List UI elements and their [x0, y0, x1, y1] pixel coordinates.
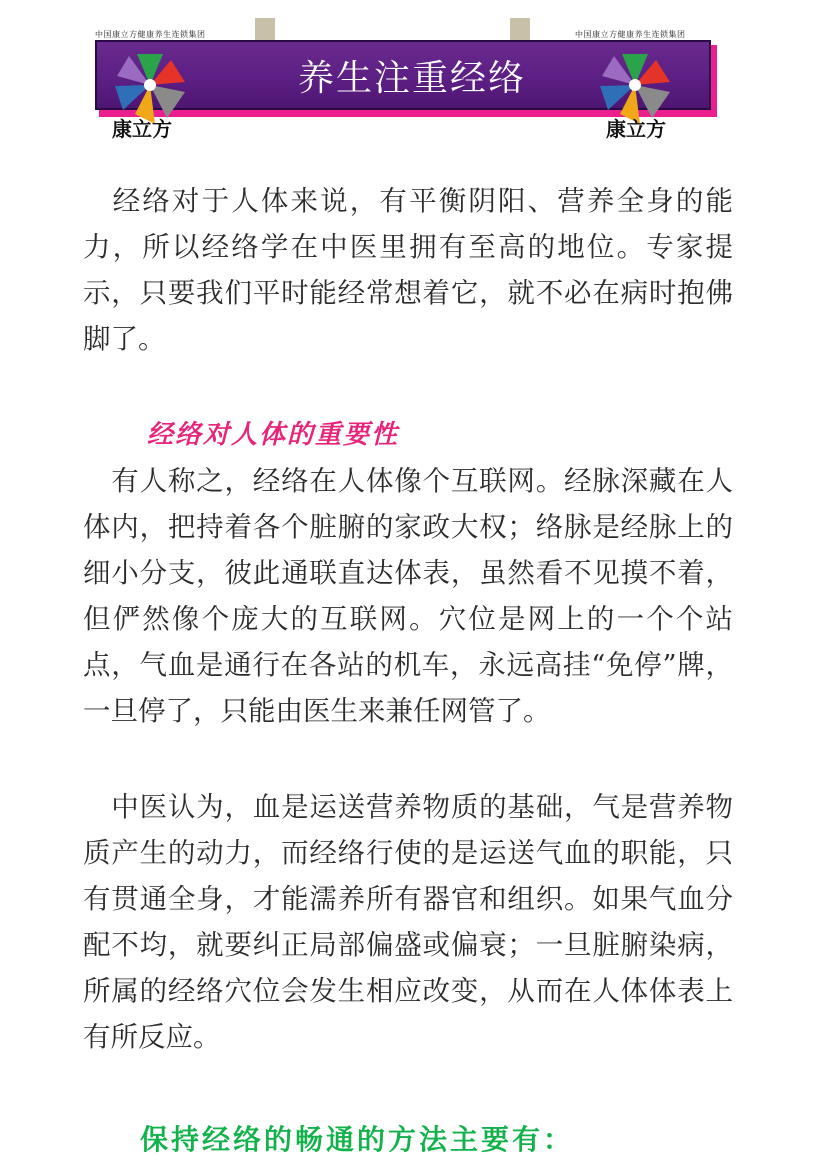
- paragraph-internet-analogy: 有人称之，经络在人体像个互联网。经脉深藏在人体内，把持着各个脏腑的家政大权；络脉是经脉上的细小分支，彼此通联直达体表，虽然看不见摸不着，但俨然像个庞大的互联网。穴位是网上的一个个站点，气血是通行在各站的机车，永远高挂“免停”牌，一旦停了，只能由医生来兼任网管了。: [83, 465, 733, 727]
- paragraph-tcm-view: 中医认为，血是运送营养物质的基础，气是营养物质产生的动力，而经络行使的是运送气血的职能，只有贯通全身，才能濡养所有器官和组织。如果气血分配不均，就要纠正局部偏盛或偏衰；一旦脏腑染病，所属的经络穴位会发生相应改变，从而在人体体表上有所反应。: [83, 791, 733, 1053]
- brand-logo-text-left: 康立方: [112, 117, 172, 141]
- group-name-right: 中国康立方健康养生连锁集团: [575, 30, 686, 39]
- page-title: 养生注重经络: [297, 58, 526, 99]
- brand-logo-text-right: 康立方: [606, 117, 666, 141]
- section-heading-methods: 保持经络的畅通的方法主要有：: [140, 1123, 575, 1156]
- section-heading-importance: 经络对人体的重要性: [147, 420, 400, 450]
- group-name-left: 中国康立方健康养生连锁集团: [95, 30, 206, 39]
- intro-paragraph: 经络对于人体来说，有平衡阴阳、营养全身的能力，所以经络学在中医里拥有至高的地位。专家提示，只要我们平时能经常想着它，就不必在病时抱佛脚了。: [83, 185, 733, 355]
